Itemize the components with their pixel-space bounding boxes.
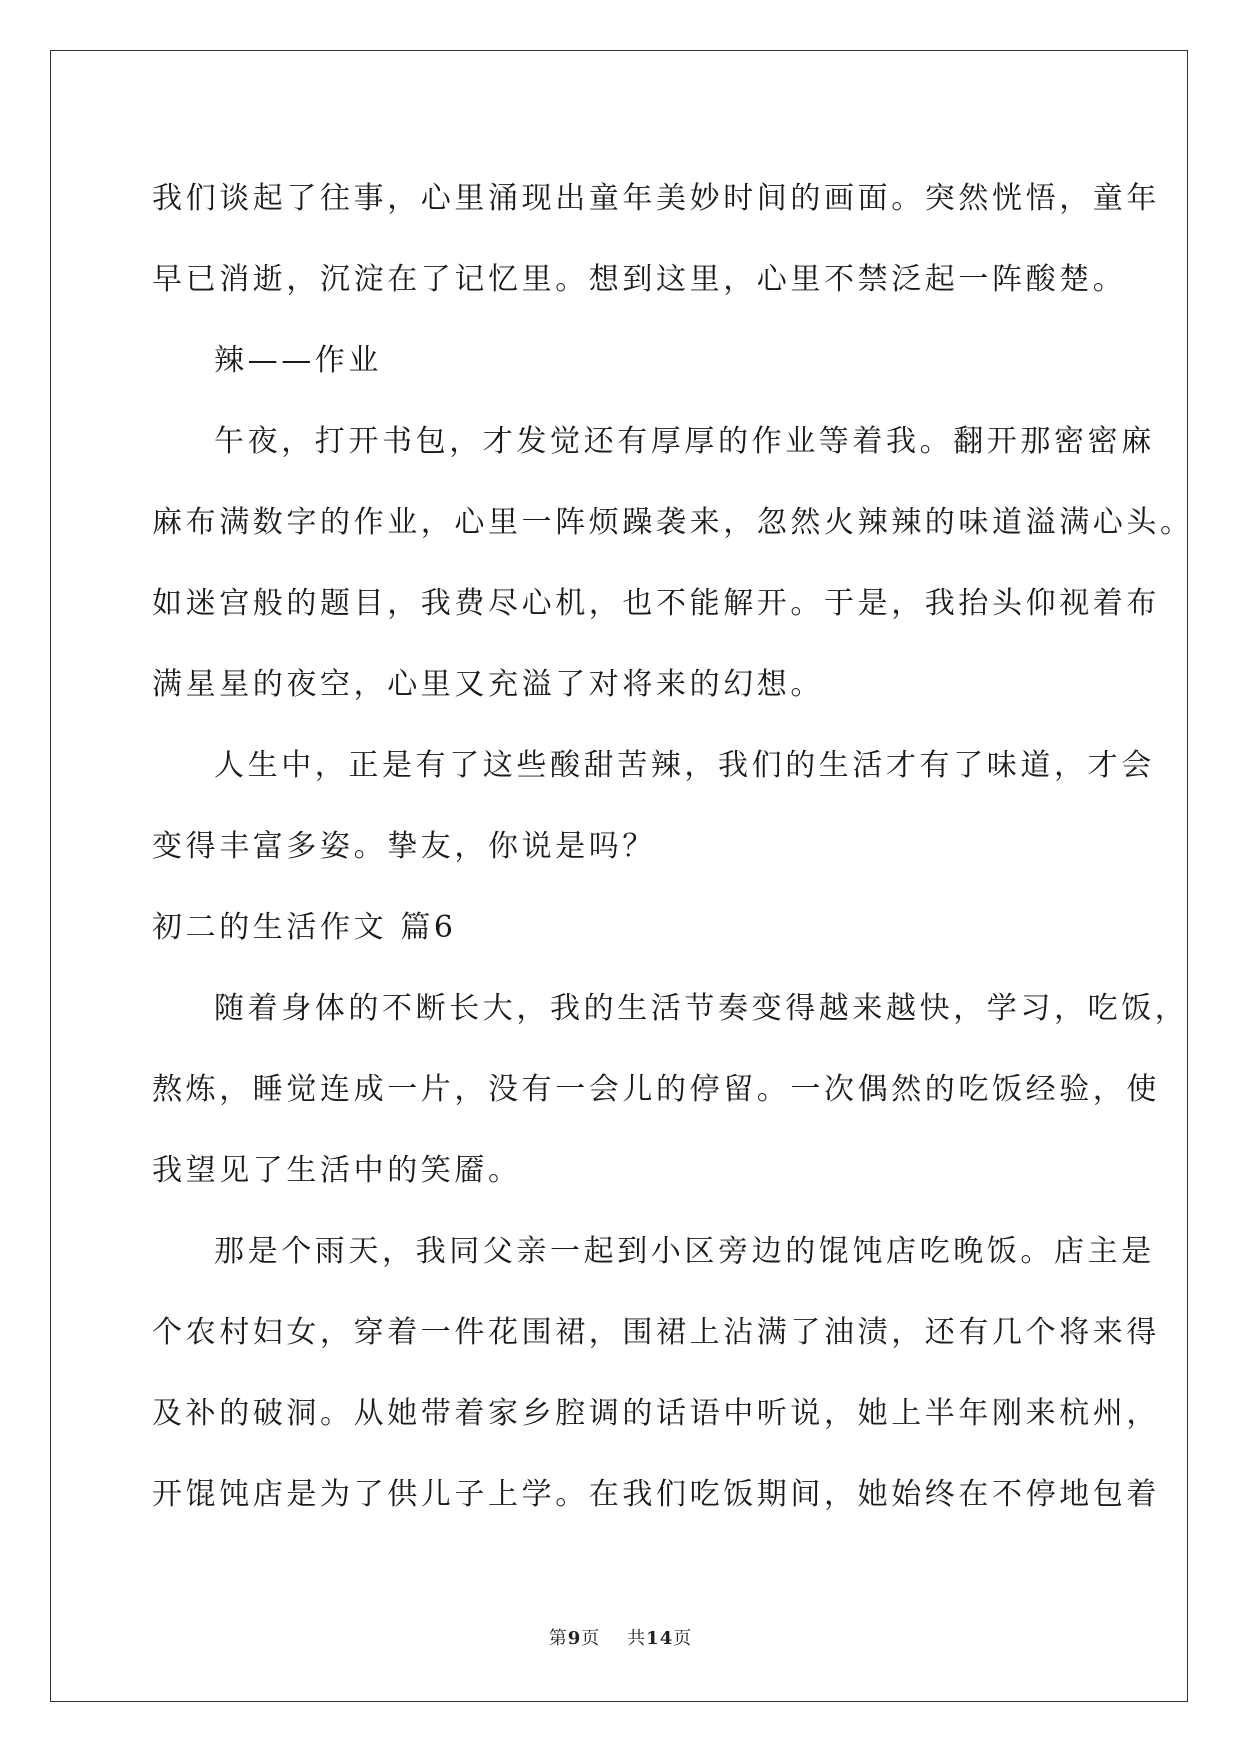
- text-line: 随着身体的不断长大，我的生活节奏变得越来越快，学习，吃饭，: [214, 991, 1189, 1026]
- total-suffix: 页: [673, 1628, 693, 1649]
- text-line: 我们谈起了往事，心里涌现出童年美妙时间的画面。突然恍悟，童年: [152, 181, 1160, 216]
- text-line: 及补的破洞。从她带着家乡腔调的话语中听说，她上半年刚来杭州，: [152, 1396, 1160, 1431]
- text-line: 熬炼，睡觉连成一片，没有一会儿的停留。一次偶然的吃饭经验，使: [152, 1072, 1160, 1107]
- text-line: 麻布满数字的作业，心里一阵烦躁袭来，忽然火辣辣的味道溢满心头。: [152, 505, 1194, 540]
- text-line: 辣——作业: [214, 343, 382, 378]
- page-suffix: 页: [581, 1628, 601, 1649]
- text-line: 个农村妇女，穿着一件花围裙，围裙上沾满了油渍，还有几个将来得: [152, 1315, 1160, 1350]
- text-line: 我望见了生活中的笑靥。: [152, 1153, 522, 1188]
- document-body: [152, 158, 1194, 1535]
- text-line: 变得丰富多姿。挚友，你说是吗？: [152, 829, 656, 864]
- text-line: 人生中，正是有了这些酸甜苦辣，我们的生活才有了味道，才会: [214, 748, 1155, 783]
- total-page-count: 14: [646, 1628, 674, 1649]
- total-prefix: 共: [627, 1628, 647, 1649]
- text-line: 早已消逝，沉淀在了记忆里。想到这里，心里不禁泛起一阵酸楚。: [152, 262, 1127, 297]
- page-prefix: 第: [548, 1628, 568, 1649]
- text-line: 如迷宫般的题目，我费尽心机，也不能解开。于是，我抬头仰视着布: [152, 586, 1160, 621]
- section-heading: 初二的生活作文 篇6: [152, 910, 457, 945]
- text-line: 午夜，打开书包，才发觉还有厚厚的作业等着我。翻开那密密麻: [214, 424, 1155, 459]
- text-line: 开馄饨店是为了供儿子上学。在我们吃饭期间，她始终在不停地包着: [152, 1477, 1160, 1512]
- current-page-number: 9: [567, 1628, 582, 1649]
- text-line: 那是个雨天，我同父亲一起到小区旁边的馄饨店吃晚饭。店主是: [214, 1234, 1155, 1269]
- page-footer: [0, 1624, 1241, 1650]
- text-line: 满星星的夜空，心里又充溢了对将来的幻想。: [152, 667, 824, 702]
